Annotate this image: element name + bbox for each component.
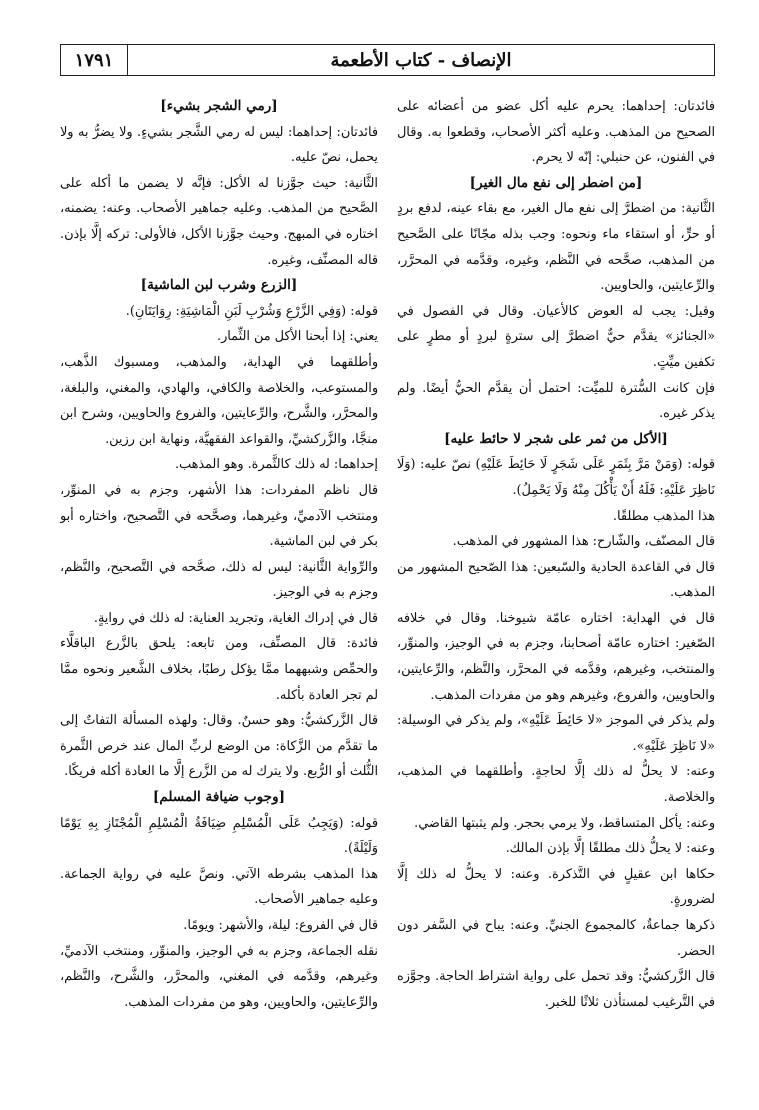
page-number: ١٧٩١ [61,45,128,75]
paragraph: قال ناظم المفردات: هذا الأشهر، وجزم به في المنوِّر، ومنتخب الآدميِّ، وغيرهما، وصحَّحه في التَّصحيح، واختاره أبو بكر في لبن الماشية. [60,482,378,550]
running-title: الإنصاف - كتاب الأطعمة [330,49,512,71]
section-heading: [رمي الشجر بشيء] [160,98,278,114]
section-heading: [الأكل من ثمر على شجر لا حائط عليه] [444,430,668,447]
paragraph: ذكرها جماعةٌ، كالمجموع الجنيِّ. وعنه: يباح في السَّفر دون الحضر. [397,918,715,959]
paragraph: وعنه: لا يحلُّ له ذلك إلَّا لحاجةٍ. وأطلقهما في المذهب، والخلاصة. [397,764,715,806]
paragraph: الثَّانية: حيث جوَّزنا له الأكل: فإنَّه لا يضمن ما أكله على الصَّحيح من المذهب. وعليه جماهير الأصحاب. وعنه: يضمنه، اختاره في المبهج. وحيث جوَّزنا الأكل، فالأولى: تركه إلَّا بإذن. قاله المصنِّف، وغيره. [60,175,378,268]
paragraph: يعني: إذا أبحنا الأكل من الثِّمار. [217,329,378,345]
paragraph: الثَّانية: من اضطرَّ إلى نفع مال الغير، مع بقاء عينه، لدفع بردٍ أو حرٍّ، أو استقاء ماء ونحوه: وجب بذله مجّانًا على الصَّحيح من المذهب، صحَّحه في النَّظم، وغيره، وقدَّمه في المحرَّر، والرِّعايتين، والحاويين. [397,201,715,294]
paragraph: فإن كانت السُّترة للميِّت: احتمل أن يقدَّم الحيُّ أيضًا. ولم يذكر غيره. [397,380,715,422]
left-column [60,94,378,1094]
paragraph: حكاها ابن عقيلٍ في التَّذكرة. وعنه: لا يحلُّ له ذلك إلَّا لضرورةٍ. [397,866,715,908]
paragraph: وأطلقهما في الهداية، والمذهب، ومسبوك الذَّهب، والمستوعب، والخلاصة والكافي، والهادي، والمغني، والبلغة، والمحرَّر، والشَّرح، والرِّعايتين، والفروع والحاويين، وشرح ابن منجَّا، والزَّركشيِّ، والقواعد الفقهيَّة، ونهاية ابن رزين. [60,354,378,447]
paragraph: ولم يذكر في الموجز «لا حَائِطَ عَلَيْهِ»، ولم يذكر في الوسيلة: «لا نَاظِرَ عَلَيْهِ». [397,713,715,754]
paragraph: وعنه: لا يحلُّ ذلك مطلقًا إلَّا بإذن المالك. [505,841,715,857]
paragraph: فائدة: قال المصنِّف، ومن تابعه: يلحق بالزَّرع الباقلَّاء والحمِّص وشبههما ممَّا يؤكل رطبًا، بخلاف الشَّعير ونحوه ممَّا لم تجر العادة بأكله. [60,636,378,703]
section-heading: [الزرع وشرب لبن الماشية] [140,277,298,294]
paragraph: قال في إدراك الغاية، وتجريد العناية: له ذلك في روايةٍ. [93,610,378,626]
paragraph: قال في الهداية: اختاره عامّة شيوخنا. وقال في خلافه الصّغير: اختاره عامّة أصحابنا، وجزم به في الوجيز، والمنوِّر، والمنتخب، وغيرهم، وقدَّمه في المحرَّر، والنَّظم، والرِّعايتين، والحاويين، والفروع، وغيرهم وهو من مفردات المذهب. [397,610,715,703]
paragraph: قال المصنّف، والشّارح: هذا المشهور في المذهب. [452,534,715,550]
right-column [397,94,715,1094]
section-heading: [من اضطر إلى نفع مال الغير] [469,174,643,191]
paragraph: والرِّواية الثَّانية: ليس له ذلك، صحَّحه في التَّصحيح، والنَّظم، وجزم به في الوجيز. [60,559,378,601]
text-columns [60,94,715,1094]
paragraph: إحداهما: له ذلك كالثَّمرة. وهو المذهب. [174,457,378,473]
paragraph: قال في الفروع: ليلة، والأشهر: ويومًا. [183,918,378,933]
paragraph: نقله الجماعة، وجزم به في الوجيز، والمنوِّر، ومنتخب الآدميِّ، وغيرهم، وقدَّمه في المغني، والمحرَّر، والشَّرح، والنَّظم، والرِّعايتين، والحاويين، وهو من مفردات المذهب. [60,943,378,1010]
paragraph: فائدتان: إحداهما: ليس له رمي الشَّجر بشيءٍ. ولا يضرُّ به ولا يحمل، نصّ عليه. [60,124,378,166]
paragraph: قوله: (وَفِي الزَّرْعِ وَشُرْبِ لَبَنِ الْمَاشِيَةِ: رِوَايَتَانِ). [125,303,378,319]
paragraph: هذا المذهب بشرطه الآتي. ونصَّ عليه في رواية الجماعة. وعليه جماهير الأصحاب. [60,866,378,908]
paragraph: قوله: (وَيَجِبُ عَلَى الْمُسْلِمِ ضِيَافَةُ الْمُسْلِمِ الْمُجْتَازِ بِهِ يَوْمًا وَلَيْلَةً). [60,815,378,857]
paragraph: قال الزَّركشيُّ: وهو حسنٌ. وقال: ولهذه المسألة التفاتٌ إلى ما تقدَّم من الزَّكاة: من الوضع لربِّ المال عند خرص الثَّمرة الثُّلث أو الرُّبع. ولا يترك له من الزَّرع إلَّا ما العادة أكله فريكًا. [60,713,378,780]
paragraph: وقيل: يجب له العوض كالأعيان. وقال في الفصول في «الجنائز» يقدَّم حيٌّ اضطرَّ إلى سترةٍ لبردٍ أو مطرٍ على تكفين ميِّتٍ. [397,303,715,370]
paragraph: قال الزَّركشيُّ: وقد تحمل على رواية اشتراط الحاجة. وجوَّزه في التَّرغيب لمستأذن ثلاثًا للخبر. [397,969,715,1010]
section-heading: [وجوب ضيافة المسلم] [152,789,286,806]
paragraph: فائدتان: إحداهما: يحرم عليه أكل عضو من أعضائه على الصحيح من المذهب. وعليه أكثر الأصحاب، وقطعوا به. وقال في الفنون، عن حنبلي: إنّه لا يحرم. [397,99,715,166]
paragraph: قوله: (وَمَنْ مَرَّ بِثَمَرٍ عَلَى شَجَرٍ لَا حَائِطَ عَلَيْهِ) نصّ عليه: (وَلَا نَاظِرَ عَلَيْهِ: فَلَهُ أَنْ يَأْكُلَ مِنْهُ وَلَا يَحْمِلُ). [397,457,715,498]
paragraph: هذا المذهب مطلقًا. [612,508,715,524]
paragraph: قال في القاعدة الحادية والسّبعين: هذا الصّحيح المشهور من المذهب. [397,559,715,601]
page-header [60,44,715,76]
paragraph: وعنه: يأكل المتساقط، ولا يرمي بحجر. ولم يثبتها القاضي. [414,815,715,831]
